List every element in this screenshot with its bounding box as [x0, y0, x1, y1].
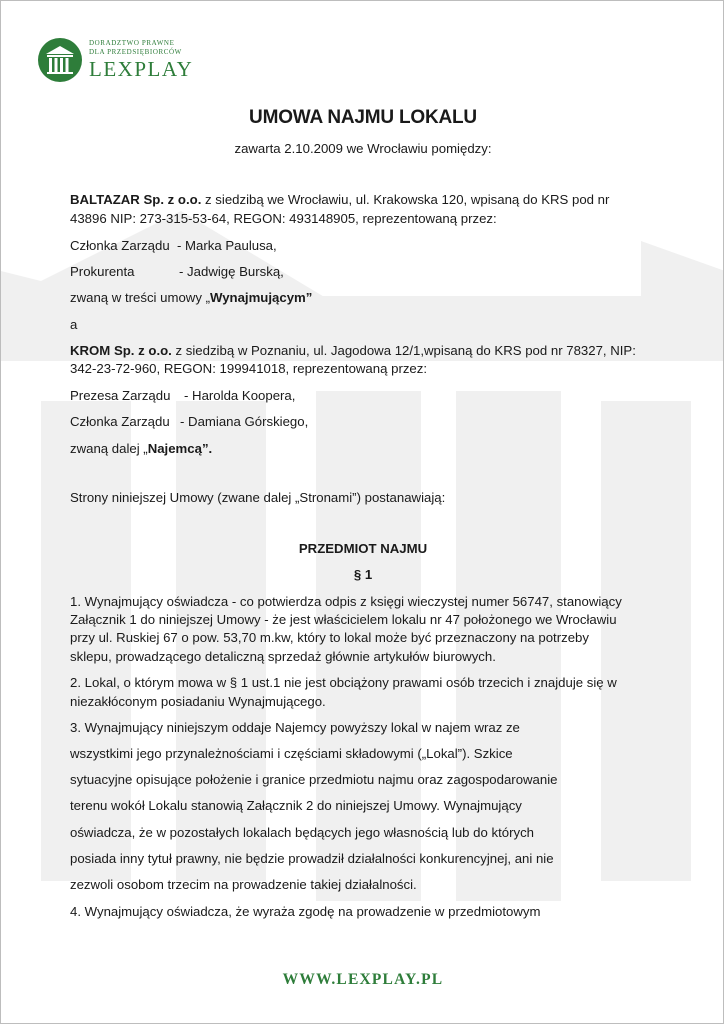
- point-3-line: terenu wokół Lokalu stanowią Załącznik 2 do niniejszej Umowy. Wynajmujący: [70, 798, 522, 813]
- party1-desc-line1: z siedzibą we Wrocławiu, ul. Krakowska 120, wpisaną do KRS pod nr: [201, 192, 610, 207]
- point-4-line: 4. Wynajmujący oświadcza, że wyraża zgodę na prowadzenie w przedmiotowym: [70, 904, 541, 919]
- and-connector: a: [70, 317, 78, 332]
- party1-name: BALTAZAR Sp. z o.o.: [70, 192, 202, 207]
- parties-intro: Strony niniejszej Umowy (zwane dalej „Stronami”) postanawiają:: [70, 490, 446, 505]
- party2-rep2-role: Członka Zarządu: [70, 414, 170, 429]
- party1-desc-line2: 43896 NIP: 273-315-53-64, REGON: 493148905, reprezentowaną przez:: [70, 211, 497, 226]
- lexplay-emblem-icon: [37, 37, 83, 83]
- point-3-line: sytuacyjne opisujące położenie i granice przedmiotu najmu oraz zagospodarowanie: [70, 772, 558, 787]
- party1-rep2-role: Prokurenta: [70, 264, 135, 279]
- point-3-line: zezwoli osobom trzecim na prowadzenie takiej działalności.: [70, 877, 417, 892]
- party2-name: KROM Sp. z o.o.: [70, 343, 172, 358]
- party1-rep2-name: - Jadwigę Burską,: [179, 264, 284, 279]
- document-subtitle: zawarta 2.10.2009 we Wrocławiu pomiędzy:: [234, 141, 492, 156]
- logo-tagline-2: DLA PRZEDSIĘBIORCÓW: [89, 48, 182, 56]
- point-2-line: 2. Lokal, o którym mowa w § 1 ust.1 nie jest obciążony prawami osób trzecich i znajduje się w: [70, 675, 617, 690]
- point-3-line: oświadcza, że w pozostałych lokalach będących jego własnością lub do których: [70, 825, 535, 840]
- party1-called: [70, 289, 670, 307]
- party2-called-name: Najemcą”.: [147, 441, 213, 456]
- document-title: UMOWA NAJMU LOKALU: [249, 107, 477, 128]
- party1-rep1-name: - Marka Paulusa,: [177, 238, 277, 253]
- party2-called: [70, 440, 670, 458]
- point-3-line: wszystkimi jego przynależnościami i częściami składowymi („Lokal”). Szkice: [70, 746, 513, 761]
- footer-url: WWW.LEXPLAY.PL: [282, 971, 444, 988]
- party1-rep2: [70, 263, 670, 281]
- party2-line1: [70, 342, 670, 360]
- party1-called-name: Wynajmującym”: [209, 290, 313, 305]
- party2-desc-line1: z siedzibą w Poznaniu, ul. Jagodowa 12/1,wpisaną do KRS pod nr 78327, NIP:: [171, 343, 636, 358]
- party2-rep1-name: - Harolda Koopera,: [184, 388, 296, 403]
- point-3-line: posiada inny tytuł prawny, nie będzie prowadził działalności konkurencyjnej, ani nie: [70, 851, 554, 866]
- party2-called-prefix: zwaną dalej „: [70, 441, 148, 456]
- party2-rep2: [70, 413, 670, 431]
- logo-tagline-1: DORADZTWO PRAWNE: [89, 39, 175, 47]
- point-1-line: 1. Wynajmujący oświadcza - co potwierdza odpis z księgi wieczystej numer 56747, stanowiący: [70, 594, 622, 609]
- party2-desc-line2: 342-23-72-960, REGON: 199941018, reprezentowaną przez:: [70, 361, 428, 376]
- party1-called-prefix: zwaną w treści umowy „: [70, 290, 210, 305]
- party1-rep1-role: Członka Zarządu: [70, 238, 170, 253]
- point-1-line: przy ul. Ruskiej 67 o pow. 53,70 m.kw, który to lokal może być przeznaczony na potrzeby: [70, 630, 589, 645]
- party2-rep1: [70, 387, 670, 405]
- party2-rep2-name: - Damiana Górskiego,: [180, 414, 309, 429]
- party1-rep1: [70, 237, 670, 255]
- section-heading: PRZEDMIOT NAJMU: [298, 541, 428, 556]
- lexplay-logo: [37, 37, 194, 88]
- point-1-line: Załącznik 1 do niniejszej Umowy - że jest właścicielem lokalu nr 47 położonego we Wrocławiu: [70, 612, 617, 627]
- section-number: § 1: [353, 567, 373, 582]
- party1-line1: [70, 191, 670, 209]
- point-2-line: niezakłóconym posiadaniu Wynajmującego.: [70, 694, 326, 709]
- party2-rep1-role: Prezesa Zarządu: [70, 388, 171, 403]
- point-1-line: sklepu, prowadzącego detaliczną sprzedaż głównie artykułów biurowych.: [70, 649, 496, 664]
- point-3-line: 3. Wynajmujący niniejszym oddaje Najemcy powyższy lokal w najem wraz ze: [70, 720, 520, 735]
- logo-name: LEXPLAY: [89, 57, 194, 81]
